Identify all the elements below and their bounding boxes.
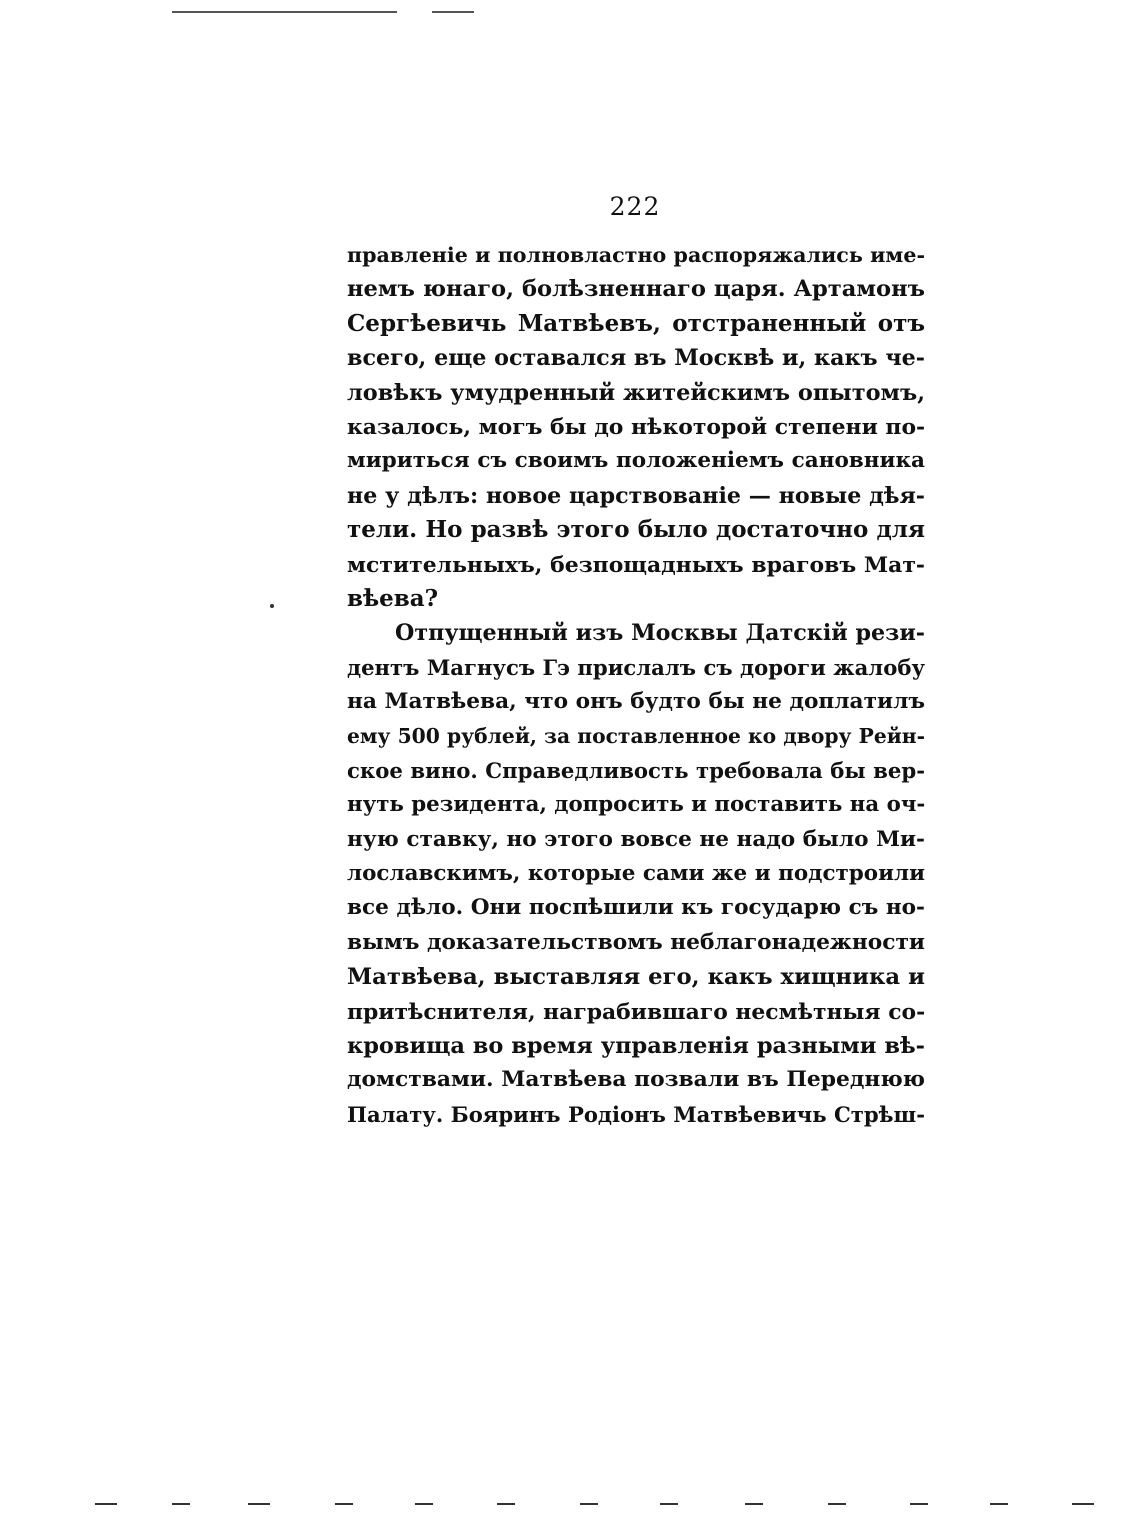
text-line: вымъ доказательствомъ неблагонадежности xyxy=(347,929,926,955)
page-number: 222 xyxy=(609,192,661,221)
text-line: ловѣкъ умудренный житейскимъ опытомъ, xyxy=(347,379,925,406)
scan-mark-bottom xyxy=(660,1503,678,1505)
paragraph xyxy=(347,238,925,616)
text-line: дентъ Магнусъ Гэ прислалъ съ дороги жалобу xyxy=(347,654,925,680)
text-line: все дѣло. Они поспѣшили къ государю съ но- xyxy=(347,895,925,921)
text-line: ную ставку, но этого вовсе не надо было Ми- xyxy=(347,826,925,852)
scan-mark-bottom xyxy=(415,1503,433,1505)
body-text xyxy=(347,238,925,1132)
text-line: не у дѣлъ: новое царствованіе — новые дѣя- xyxy=(347,482,925,509)
text-line: лославскимъ, которые сами же и подстроили xyxy=(347,861,925,887)
text-line: мириться съ своимъ положеніемъ сановника xyxy=(347,448,925,474)
text-line: домствами. Матвѣева позвали въ Переднюю xyxy=(347,1067,925,1093)
scan-mark-bottom xyxy=(172,1503,190,1505)
scan-mark-bottom xyxy=(248,1503,270,1505)
text-line: кровища во время управленія разными вѣ- xyxy=(347,1032,925,1059)
scan-mark-bottom xyxy=(1072,1503,1094,1505)
scan-mark-bottom xyxy=(580,1503,598,1505)
scan-mark-bottom xyxy=(95,1503,117,1505)
text-line: правленіе и полновластно распоряжались име- xyxy=(347,243,925,267)
text-line: нуть резидента, допросить и поставить на оч- xyxy=(347,792,926,818)
scan-mark-bottom xyxy=(497,1503,515,1505)
text-line: ему 500 рублей, за поставленное ко двору Рейн- xyxy=(347,724,925,749)
scan-mark-top xyxy=(172,11,397,13)
text-line: притѣснителя, награбившаго несмѣтныя со- xyxy=(347,998,926,1025)
scan-mark-bottom xyxy=(910,1503,928,1505)
paragraph xyxy=(347,616,925,1132)
text-line: Сергѣевичь Матвѣевъ, отстраненный отъ xyxy=(347,309,925,337)
text-line: ское вино. Справедливость требовала бы вер- xyxy=(347,757,925,783)
scan-mark-top xyxy=(432,11,474,13)
text-line: немъ юнаго, болѣзненнаго царя. Артамонъ xyxy=(347,276,925,303)
margin-speck xyxy=(270,604,274,608)
scan-mark-bottom xyxy=(745,1503,763,1505)
text-line: Матвѣева, выставляя его, какъ хищника и xyxy=(347,964,925,991)
text-line: мстительныхъ, безпощадныхъ враговъ Мат- xyxy=(347,551,925,578)
text-line: Отпущенный изъ Москвы Датскій рези- xyxy=(395,620,925,647)
text-line: вѣева? xyxy=(347,584,439,612)
text-line: на Матвѣева, что онъ будто бы не доплатилъ xyxy=(347,689,925,715)
scan-mark-bottom xyxy=(828,1503,846,1505)
text-line: Палату. Бояринъ Родіонъ Матвѣевичь Стрѣш- xyxy=(347,1101,925,1127)
text-line: казалось, могъ бы до нѣкоторой степени по- xyxy=(347,413,926,440)
text-line: тели. Но развѣ этого было достаточно для xyxy=(347,516,925,544)
scan-mark-bottom xyxy=(335,1503,353,1505)
text-line: всего, еще оставался въ Москвѣ и, какъ че- xyxy=(347,345,925,372)
scan-mark-bottom xyxy=(990,1503,1008,1505)
